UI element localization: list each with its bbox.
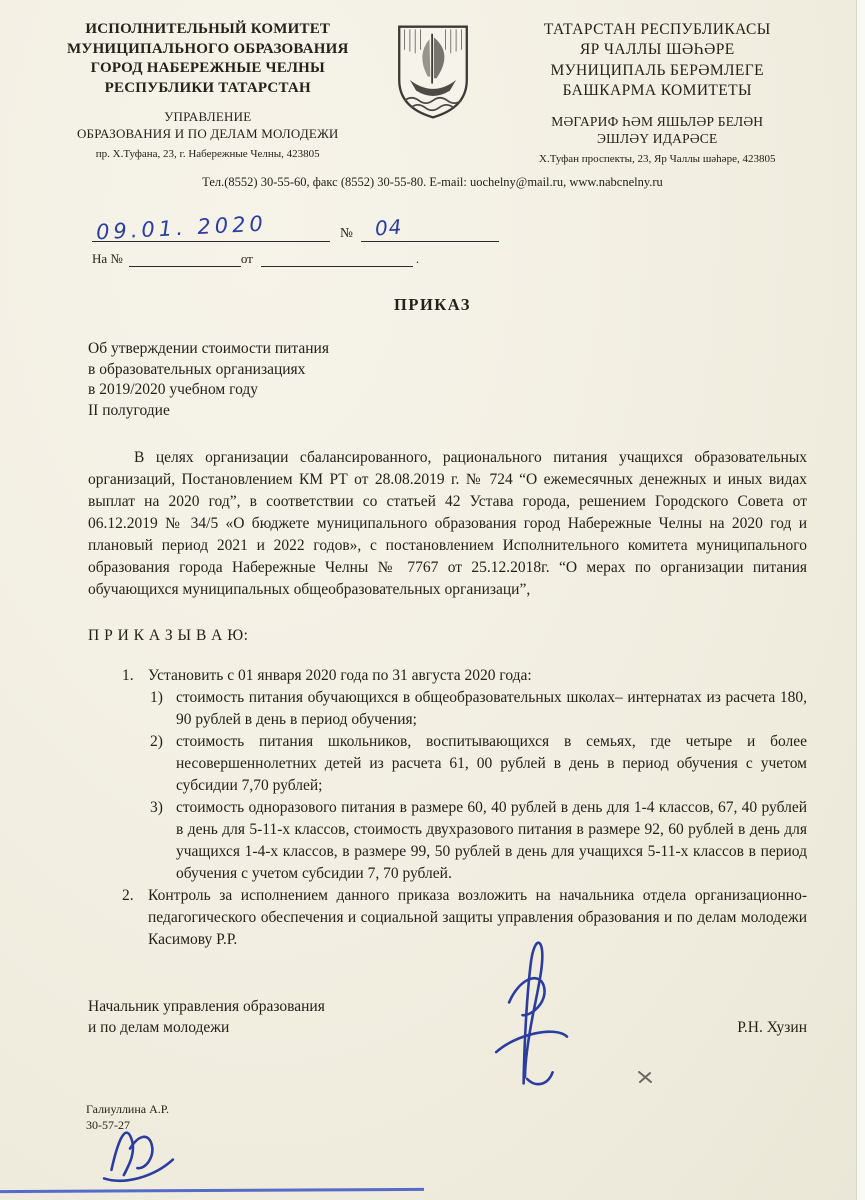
- letterhead-tatar: [480, 20, 836, 165]
- item-text: Контроль за исполнением данного приказа возложить на начальника отдела организационно-педагогического обеспечения и социальной защиты управления образования и по делам молодежи Касимову Р.Р.: [148, 887, 807, 949]
- subject-line: Об утверждении стоимости питания: [88, 339, 329, 357]
- order-item-1: [122, 665, 807, 687]
- pen-mark: [636, 1068, 654, 1086]
- reply-from-label: от: [240, 250, 253, 266]
- dept-line: ЭШЛӘҮ ИДАРӘСЕ: [597, 131, 718, 147]
- director-signature: [460, 924, 606, 1097]
- item-marker: 2): [150, 733, 163, 751]
- preamble-paragraph: В целях организации сбалансированного, рационального питания учащихся образовательных организаций, Постановлением КМ РТ от 28.08.2019 г. № 724 “О ежемесячных денежных и иных видах выплат на 2020 год”, в соответствии со статьей 42 Устава города, решением Городского Совета от 06.12.2019 № 34/5 «О бюджете муниципального образования город Набережные Челны на 2020 год и плановый период 2021 и 2022 годов», с постановлением Исполнительного комитета муниципального образования города Набережные Челны № 7767 от 25.12.2018г. “О мерах по организации питания обучающихся муниципальных общеобразовательных организаци”,: [88, 449, 807, 599]
- dept-line: ОБРАЗОВАНИЯ И ПО ДЕЛАМ МОЛОДЕЖИ: [76, 125, 339, 141]
- letterhead-russian: [30, 20, 386, 160]
- item-marker: 2.: [122, 887, 134, 905]
- item-text: стоимость питания обучающихся в общеобразовательных школах– интернатах из расчета 180, 90 рублей в день в период обучения;: [176, 689, 807, 729]
- order-subitem-3: [150, 797, 807, 885]
- signatory-position: [88, 997, 325, 1039]
- subject-line: II полугодие: [88, 401, 170, 419]
- order-keyword: П Р И К А З Ы В А Ю:: [88, 627, 249, 645]
- address-russian: пр. Х.Туфана, 23, г. Набережные Челны, 423805: [95, 147, 320, 160]
- signature-block: [88, 997, 807, 1039]
- reply-prefix-label: На №: [92, 250, 123, 266]
- org-name-tatar: [480, 20, 836, 102]
- reply-number-blank: [129, 251, 241, 267]
- address-tatar: Х.Туфан проспекты, 23, Яр Чаллы шәһәре, 423805: [539, 152, 776, 165]
- executor-phone: 30-57-27: [86, 1118, 130, 1133]
- dept-line: УПРАВЛЕНИЕ: [164, 109, 252, 124]
- item-marker: 1.: [122, 667, 134, 685]
- subject-line: в 2019/2020 учебном году: [88, 381, 259, 399]
- signatory-name: Р.Н. Хузин: [737, 1019, 807, 1037]
- reply-date-blank: [261, 251, 413, 267]
- document-body: [88, 447, 807, 951]
- dept-line: МӘГАРИФ ҺӘМ ЯШЬЛӘР БЕЛӘН: [551, 113, 764, 129]
- coat-of-arms-icon: [390, 20, 476, 122]
- org-line: РЕСПУБЛИКИ ТАТАРСТАН: [104, 79, 311, 96]
- department-name-tatar: [480, 113, 836, 148]
- executor-signature: [90, 1109, 187, 1187]
- number-sign: №: [340, 224, 353, 240]
- scanner-artifact-line: [0, 1188, 424, 1193]
- document-subject: [88, 339, 807, 421]
- item-text: стоимость одноразового питания в размере 60, 40 рублей в день для 1-4 классов, 67, 40 рублей в день для 5-11-х классов, стоимость двухразового питания в размере 92, 60 рублей в день для учащихся 1-4-х классов, в размере 99, 50 рублей в день для учащихся 5-11-х классов в период обучения с учетом субсидии 7, 70 рублей.: [176, 799, 807, 883]
- date-field: [92, 211, 330, 245]
- reply-reference-line: [92, 251, 552, 267]
- org-line: БАШКАРМА КОМИТЕТЫ: [562, 82, 752, 100]
- org-line: ТАТАРСТАН РЕСПУБЛИКАСЫ: [543, 21, 771, 38]
- handwritten-date: 09.01. 2020: [95, 211, 268, 245]
- org-line: ЯР ЧАЛЛЫ ШӘҺӘРЕ: [579, 41, 735, 59]
- item-text: стоимость питания школьников, воспитывающихся в семьях, где четыре и более несовершеннолетних детей из расчета 61, 00 рублей в день в период обучения с учетом субсидии 7,70 рублей;: [176, 733, 807, 795]
- item-text: Установить с 01 января 2020 года по 31 августа 2020 года:: [148, 667, 532, 685]
- document-requisites: [92, 211, 552, 267]
- number-field: [361, 216, 499, 242]
- position-line: и по делам молодежи: [88, 1019, 230, 1037]
- document-title: ПРИКАЗ: [394, 294, 471, 314]
- contact-line: Тел.(8552) 30-55-60, факс (8552) 30-55-80. E-mail: uochelny@mail.ru, www.nabcnelny.ru: [202, 174, 663, 189]
- org-line: ИСПОЛНИТЕЛЬНЫЙ КОМИТЕТ: [85, 21, 331, 37]
- letterhead: [0, 0, 865, 165]
- org-line: МУНИЦИПАЛЬНОГО ОБРАЗОВАНИЯ: [67, 40, 349, 57]
- order-items: [88, 665, 807, 951]
- scan-edge: [856, 0, 865, 1200]
- executor-name: Галиуллина А.Р.: [86, 1102, 169, 1116]
- order-subitem-1: [150, 687, 807, 731]
- item-marker: 3): [150, 799, 163, 817]
- org-name-russian: [30, 20, 386, 98]
- handwritten-number: 04: [374, 214, 404, 241]
- order-subitem-2: [150, 731, 807, 797]
- reply-line-dot: .: [415, 250, 420, 266]
- item-marker: 1): [150, 689, 163, 707]
- date-number-line: [92, 211, 552, 245]
- position-line: Начальник управления образования: [88, 998, 325, 1016]
- org-line: ГОРОД НАБЕРЕЖНЫЕ ЧЕЛНЫ: [90, 60, 325, 76]
- department-name-russian: [30, 109, 386, 143]
- org-line: МУНИЦИПАЛЬ БЕРӘМЛЕГЕ: [550, 61, 765, 79]
- subject-line: в образовательных организациях: [88, 360, 306, 378]
